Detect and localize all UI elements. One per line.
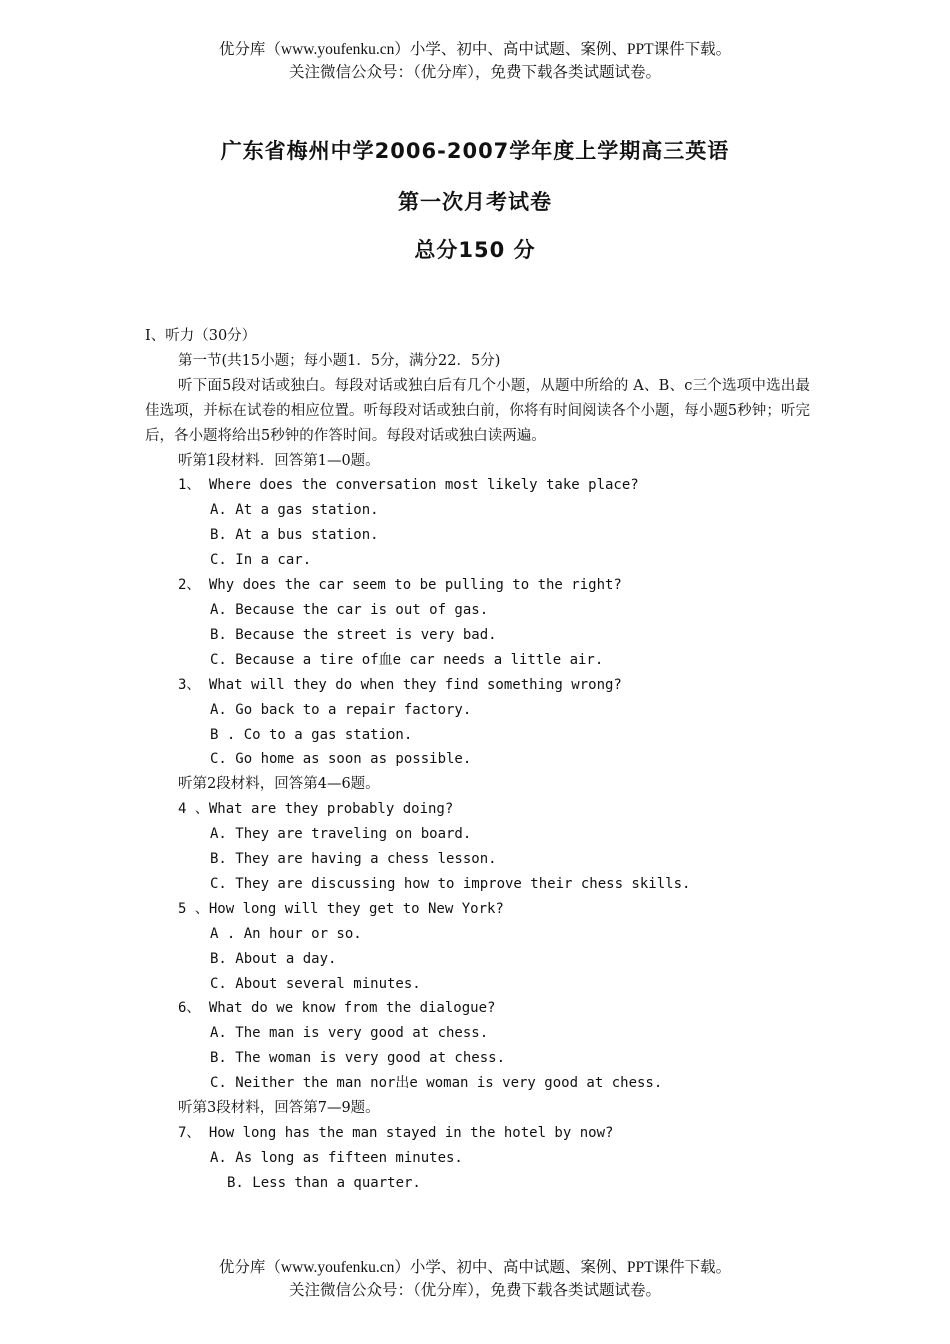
question-5-stem: 5 、How long will they get to New York? <box>178 900 504 917</box>
question-1-option-c: C. In a car. <box>210 552 312 569</box>
header-line-1: 优分库（www.youfenku.cn）小学、初中、高中试题、案例、PPT课件下载。 <box>218 41 732 58</box>
question-4-option-b: B. They are having a chess lesson. <box>210 851 497 868</box>
question-4-option-a: A. They are traveling on board. <box>210 826 472 843</box>
material-3-label: 听第3段材料，回答第7—9题。 <box>178 1100 380 1117</box>
part-heading: 第一节(共15小题；每小题1．5分，满分22．5分) <box>178 352 501 369</box>
question-1-option-b: B. At a bus station. <box>210 527 379 544</box>
footer-line-2: 关注微信公众号：（优分库），免费下载各类试题试卷。 <box>288 1282 661 1299</box>
question-7-option-a: A. As long as fifteen minutes. <box>210 1149 463 1166</box>
page-header <box>0 38 950 84</box>
question-1-option-a: A. At a gas station. <box>210 502 379 519</box>
exam-title: 广东省梅州中学2006-2007学年度上学期高三英语 <box>220 139 730 163</box>
question-3-option-b: B . Co to a gas station. <box>210 726 413 743</box>
exam-total-score: 总分150 分 <box>414 238 536 262</box>
section-heading: Ⅰ、听力（30分） <box>145 328 257 344</box>
question-5-option-b: B. About a day. <box>210 950 337 967</box>
question-2-option-c: C. Because a tire of血e car needs a little air. <box>210 651 604 668</box>
question-7-option-b: B. Less than a quarter. <box>227 1174 421 1191</box>
question-3-stem: 3、 What will they do when they find something wrong? <box>178 676 622 693</box>
question-5-option-a: A . An hour or so. <box>210 925 362 942</box>
page-footer <box>0 1256 950 1302</box>
footer-line-1: 优分库（www.youfenku.cn）小学、初中、高中试题、案例、PPT课件下载。 <box>218 1259 732 1276</box>
question-5-option-c: C. About several minutes. <box>210 975 421 992</box>
material-1-label: 听第1段材料．回答第1—0题。 <box>178 452 380 469</box>
question-2-option-a: A. Because the car is out of gas. <box>210 601 489 618</box>
question-6-option-b: B. The woman is very good at chess. <box>210 1050 506 1067</box>
question-4-option-c: C. They are discussing how to improve their chess skills. <box>210 875 691 892</box>
material-2-label: 听第2段材料，回答第4—6题。 <box>178 776 380 793</box>
question-7-stem: 7、 How long has the man stayed in the hotel by now? <box>178 1125 614 1141</box>
instructions: 听下面5段对话或独白。每段对话或独白后有几个小题，从题中所给的 A、B、c三个选项中选出最佳选项，并标在试卷的相应位置。听每段对话或独白前，你将有时间阅读各个小题，每小题5秒钟；听完后，各小题将给出5秒钟的作答时间。每段对话或独白读两遍。 <box>145 377 810 444</box>
question-6-option-a: A. The man is very good at chess. <box>210 1025 489 1042</box>
header-line-2: 关注微信公众号：（优分库），免费下载各类试题试卷。 <box>288 64 661 81</box>
question-2-stem: 2、 Why does the car seem to be pulling to the right? <box>178 577 622 594</box>
exam-subtitle: 第一次月考试卷 <box>398 190 552 214</box>
question-2-option-b: B. Because the street is very bad. <box>210 626 497 643</box>
question-6-stem: 6、 What do we know from the dialogue? <box>178 1000 496 1017</box>
question-3-option-c: C. Go home as soon as possible. <box>210 751 472 768</box>
question-4-stem: 4 、What are they probably doing? <box>178 801 454 818</box>
question-3-option-a: A. Go back to a repair factory. <box>210 701 472 718</box>
question-1-stem: 1、 Where does the conversation most likely take place? <box>178 477 639 494</box>
exam-body <box>145 324 810 1196</box>
question-6-option-c: C. Neither the man nor出e woman is very good at chess. <box>210 1075 663 1092</box>
